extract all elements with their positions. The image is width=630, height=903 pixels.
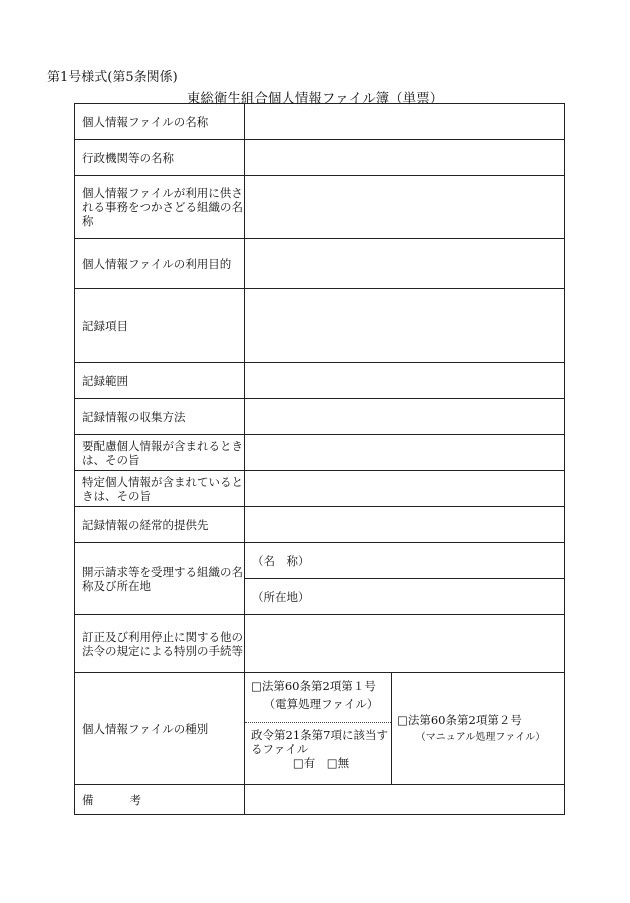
table-row (75, 435, 565, 471)
table-row (75, 104, 565, 140)
file-type-options (245, 673, 565, 785)
row-value[interactable] (245, 435, 565, 471)
table-row (75, 543, 565, 579)
option-electronic-line1: □法第60条第2項第１号 (251, 679, 376, 693)
disclosure-address-label: （所在地） (252, 589, 310, 604)
row-value[interactable] (245, 104, 565, 140)
cabinet-order-choices: □有 □無 (292, 756, 350, 770)
table-row (75, 239, 565, 289)
table-row (75, 289, 565, 363)
row-value[interactable] (245, 289, 565, 363)
row-label: 記録項目 (75, 289, 245, 363)
form-title: 東総衛生組合個人情報ファイル簿（単票） (186, 91, 444, 107)
correction-value[interactable] (245, 615, 565, 673)
row-label: 個人情報ファイルの利用目的 (75, 239, 245, 289)
table-row (75, 615, 565, 673)
row-value[interactable] (245, 176, 565, 239)
register-table (74, 103, 565, 815)
disclosure-name-field[interactable] (245, 543, 565, 579)
option-electronic-line2: （電算処理ファイル） (263, 697, 379, 711)
row-label: 特定個人情報が含まれているときは、その旨 (75, 471, 245, 507)
row-value[interactable] (245, 471, 565, 507)
disclosure-name-label: （名 称） (252, 553, 310, 568)
row-label: 記録範囲 (75, 363, 245, 399)
row-label: 行政機関等の名称 (75, 140, 245, 176)
remarks-label-part2: 考 (129, 792, 141, 807)
option-electronic[interactable] (245, 673, 391, 723)
row-value[interactable] (245, 507, 565, 543)
table-row (75, 673, 565, 785)
cabinet-order-line1: 政令第21条第7項に該当す (251, 728, 388, 742)
option-manual-line1: □法第60条第2項第２号 (397, 713, 522, 727)
table-row (75, 471, 565, 507)
table-row (75, 507, 565, 543)
row-value[interactable] (245, 239, 565, 289)
table-row (75, 399, 565, 435)
disclosure-label: 開示請求等を受理する組織の名称及び所在地 (75, 543, 245, 615)
row-label: 要配慮個人情報が含まれるときは、その旨 (75, 435, 245, 471)
row-label: 個人情報ファイルが利用に供される事務をつかさどる組織の名称 (75, 176, 245, 239)
remarks-label-part1: 備 (82, 792, 94, 807)
file-type-label: 個人情報ファイルの種別 (75, 673, 245, 785)
option-manual-line2: （マニュアル処理ファイル） (415, 732, 546, 743)
row-label: 記録情報の収集方法 (75, 399, 245, 435)
table-row (75, 363, 565, 399)
table-row (75, 785, 565, 815)
row-label: 個人情報ファイルの名称 (75, 104, 245, 140)
option-manual[interactable] (392, 673, 564, 784)
row-value[interactable] (245, 140, 565, 176)
disclosure-address-field[interactable] (245, 579, 565, 615)
form-number: 第1号様式(第5条関係) (47, 70, 178, 85)
row-value[interactable] (245, 399, 565, 435)
table-row (75, 176, 565, 239)
remarks-value[interactable] (245, 785, 565, 815)
remarks-label (75, 785, 245, 815)
cabinet-order-line2: るファイル (251, 742, 309, 756)
file-type-left (245, 673, 392, 784)
table-row (75, 140, 565, 176)
correction-label: 訂正及び利用停止に関する他の法令の規定による特別の手続等 (75, 615, 245, 673)
row-label: 記録情報の経常的提供先 (75, 507, 245, 543)
row-value[interactable] (245, 363, 565, 399)
cabinet-order-option[interactable] (245, 723, 391, 784)
